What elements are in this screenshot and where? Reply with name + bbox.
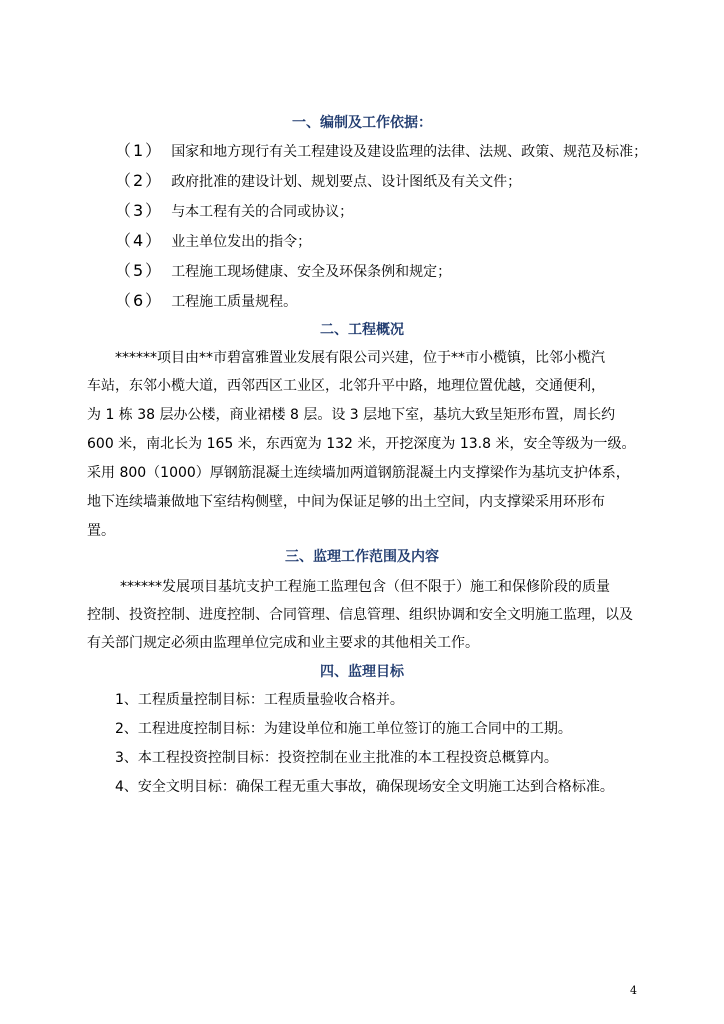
section-heading-overview: 二、工程概况 [320,322,404,338]
overview-line: 车站，东邻小榄大道，西邻西区工业区，北邻升平中路，地理位置优越，交通便利， [87,378,605,394]
overview-line: 置。 [87,523,115,539]
basis-item-text: 工程施工现场健康、安全及环保条例和规定； [171,264,452,280]
scope-line: 控制、投资控制、进度控制、合同管理、信息管理、组织协调和安全文明施工监理，以及 [87,607,633,623]
basis-item-number: （6） [115,291,164,310]
basis-item-number: （5） [115,261,164,280]
overview-line: 采用 800（1000）厚钢筋混凝土连续墙加两道钢筋混凝土内支撑梁作为基坑支护体系， [87,465,630,481]
basis-item-2 [115,170,521,193]
page-number: 4 [630,984,637,997]
basis-item-6 [115,290,297,313]
basis-item-number: （3） [115,201,164,220]
basis-item-1 [115,140,647,163]
goal-item-1: 1、工程质量控制目标：工程质量验收合格并。 [115,692,404,708]
scope-line: ******发展项目基坑支护工程施工监理包含（但不限于）施工和保修阶段的质量 [120,579,610,595]
overview-line: 地下连续墙兼做地下室结构侧壁，中间为保证足够的出土空间，内支撑梁采用环形布 [87,494,605,510]
basis-item-number: （4） [115,231,164,250]
basis-item-text: 与本工程有关的合同或协议； [171,204,354,220]
basis-item-5 [115,260,451,283]
section-heading-scope: 三、监理工作范围及内容 [285,549,439,565]
basis-item-text: 工程施工质量规程。 [171,294,298,310]
basis-item-4 [115,230,311,253]
overview-line: 600 米，南北长为 165 米，东西宽为 132 米，开挖深度为 13.8 米，安全等级为一级。 [87,436,636,452]
goal-item-4: 4、安全文明目标：确保工程无重大事故，确保现场安全文明施工达到合格标准。 [115,779,614,795]
basis-item-text: 业主单位发出的指令； [171,234,312,250]
section-heading-goals: 四、监理目标 [320,664,404,680]
section-heading-basis: 一、编制及工作依据： [292,115,432,131]
basis-item-text: 政府批准的建设计划、规划要点、设计图纸及有关文件； [171,174,522,190]
overview-line: 为 1 栋 38 层办公楼，商业裙楼 8 层。设 3 层地下室，基坑大致呈矩形布置，周长约 [87,407,616,423]
scope-line: 有关部门规定必须由监理单位完成和业主要求的其他相关工作。 [87,635,479,651]
goal-item-2: 2、工程进度控制目标：为建设单位和施工单位签订的施工合同中的工期。 [115,721,572,737]
basis-item-number: （1） [115,141,164,160]
basis-item-3 [115,200,353,223]
overview-line: ******项目由**市碧富雅置业发展有限公司兴建，位于**市小榄镇，比邻小榄汽 [115,350,605,366]
goal-item-3: 3、本工程投资控制目标：投资控制在业主批准的本工程投资总概算内。 [115,750,558,766]
basis-item-text: 国家和地方现行有关工程建设及建设监理的法律、法规、政策、规范及标准； [171,144,648,160]
basis-item-number: （2） [115,171,164,190]
